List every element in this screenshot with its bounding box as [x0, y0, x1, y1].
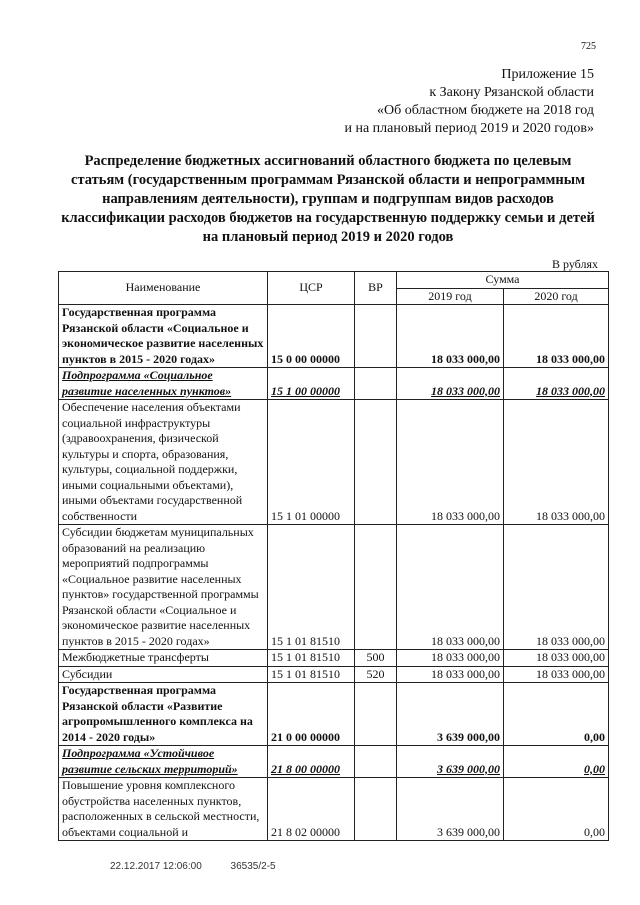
row-name: Подпрограмма «Устойчивое развитие сельских территорий» [59, 746, 268, 778]
row-name: Подпрограмма «Социальное развитие населенных пунктов» [59, 368, 268, 400]
row-2019: 18 033 000,00 [397, 368, 504, 400]
row-vr [355, 683, 397, 746]
table-row [59, 305, 609, 368]
header-name: Наименование [59, 272, 268, 305]
table-row [59, 778, 609, 841]
row-2020: 0,00 [504, 683, 609, 746]
row-2020: 0,00 [504, 778, 609, 841]
header-sum: Сумма [397, 272, 609, 289]
row-vr [355, 778, 397, 841]
page-number: 725 [581, 41, 596, 52]
row-vr [355, 368, 397, 400]
row-vr: 500 [355, 650, 397, 667]
print-timestamp: 22.12.2017 12:06:00 [110, 861, 202, 872]
row-csr: 15 1 00 00000 [268, 368, 355, 400]
budget-table [58, 271, 609, 841]
row-name: Обеспечение населения объектами социальной инфраструктуры (здравоохранения, физической культуры и спорта, образования, культуры, социальной поддержки, иными социальными объектами), иными объектами государственной собственности [59, 400, 268, 525]
row-name: Повышение уровня комплексного обустройства населенных пунктов, расположенных в сельской местности, объектами социальной и [59, 778, 268, 841]
row-2019: 3 639 000,00 [397, 683, 504, 746]
row-csr: 15 1 01 00000 [268, 400, 355, 525]
appendix-line-4: и на плановый период 2019 и 2020 годов» [344, 121, 594, 136]
table-row [59, 400, 609, 525]
table-row [59, 746, 609, 778]
row-2020: 18 033 000,00 [504, 650, 609, 667]
row-vr [355, 746, 397, 778]
appendix-header [344, 66, 594, 138]
document-code: 36535/2-5 [230, 861, 276, 872]
row-2020: 18 033 000,00 [504, 666, 609, 683]
table-row [59, 525, 609, 650]
appendix-line-2: к Закону Рязанской области [429, 85, 594, 100]
appendix-line-1: Приложение 15 [501, 67, 594, 82]
row-name: Субсидии [59, 666, 268, 683]
header-csr: ЦСР [268, 272, 355, 305]
row-2019: 18 033 000,00 [397, 305, 504, 368]
appendix-line-3: «Об областном бюджете на 2018 год [377, 103, 594, 118]
row-csr: 15 1 01 81510 [268, 650, 355, 667]
table-row [59, 650, 609, 667]
row-2020: 18 033 000,00 [504, 400, 609, 525]
row-vr [355, 305, 397, 368]
row-name: Субсидии бюджетам муниципальных образований на реализацию мероприятий подпрограммы «Социальное развитие населенных пунктов» государственной программы Рязанской области «Социальное и экономическое развитие населенных пунктов в 2015 - 2020 годах» [59, 525, 268, 650]
row-2020: 0,00 [504, 746, 609, 778]
row-csr: 21 8 00 00000 [268, 746, 355, 778]
row-2019: 18 033 000,00 [397, 666, 504, 683]
row-vr: 520 [355, 666, 397, 683]
row-name: Государственная программа Рязанской области «Социальное и экономическое развитие населенных пунктов в 2015 - 2020 годах» [59, 305, 268, 368]
row-2020: 18 033 000,00 [504, 525, 609, 650]
row-vr [355, 400, 397, 525]
row-csr: 21 8 02 00000 [268, 778, 355, 841]
header-2020: 2020 год [504, 288, 609, 305]
units-label: В рублях [551, 257, 598, 271]
header-vr: ВР [355, 272, 397, 305]
row-csr: 15 1 01 81510 [268, 666, 355, 683]
row-2019: 18 033 000,00 [397, 650, 504, 667]
print-footer [110, 861, 302, 872]
row-2019: 18 033 000,00 [397, 400, 504, 525]
row-2019: 3 639 000,00 [397, 778, 504, 841]
row-csr: 15 1 01 81510 [268, 525, 355, 650]
document-title: Распределение бюджетных ассигнований областного бюджета по целевым статьям (государственным программам Рязанской области и непрограммным направлениям деятельности), группам и подгруппам видов расходов классификации расходов бюджетов на государственную поддержку семьи и детей на плановый период 2019 и 2020 годов [61, 153, 595, 245]
row-2020: 18 033 000,00 [504, 305, 609, 368]
row-csr: 15 0 00 00000 [268, 305, 355, 368]
row-csr: 21 0 00 00000 [268, 683, 355, 746]
row-2020: 18 033 000,00 [504, 368, 609, 400]
row-2019: 3 639 000,00 [397, 746, 504, 778]
header-2019: 2019 год [397, 288, 504, 305]
row-vr [355, 525, 397, 650]
row-name: Межбюджетные трансферты [59, 650, 268, 667]
row-name: Государственная программа Рязанской области «Развитие агропромышленного комплекса на 2014 - 2020 годы» [59, 683, 268, 746]
row-2019: 18 033 000,00 [397, 525, 504, 650]
table-row [59, 683, 609, 746]
table-row [59, 368, 609, 400]
table-row [59, 666, 609, 683]
